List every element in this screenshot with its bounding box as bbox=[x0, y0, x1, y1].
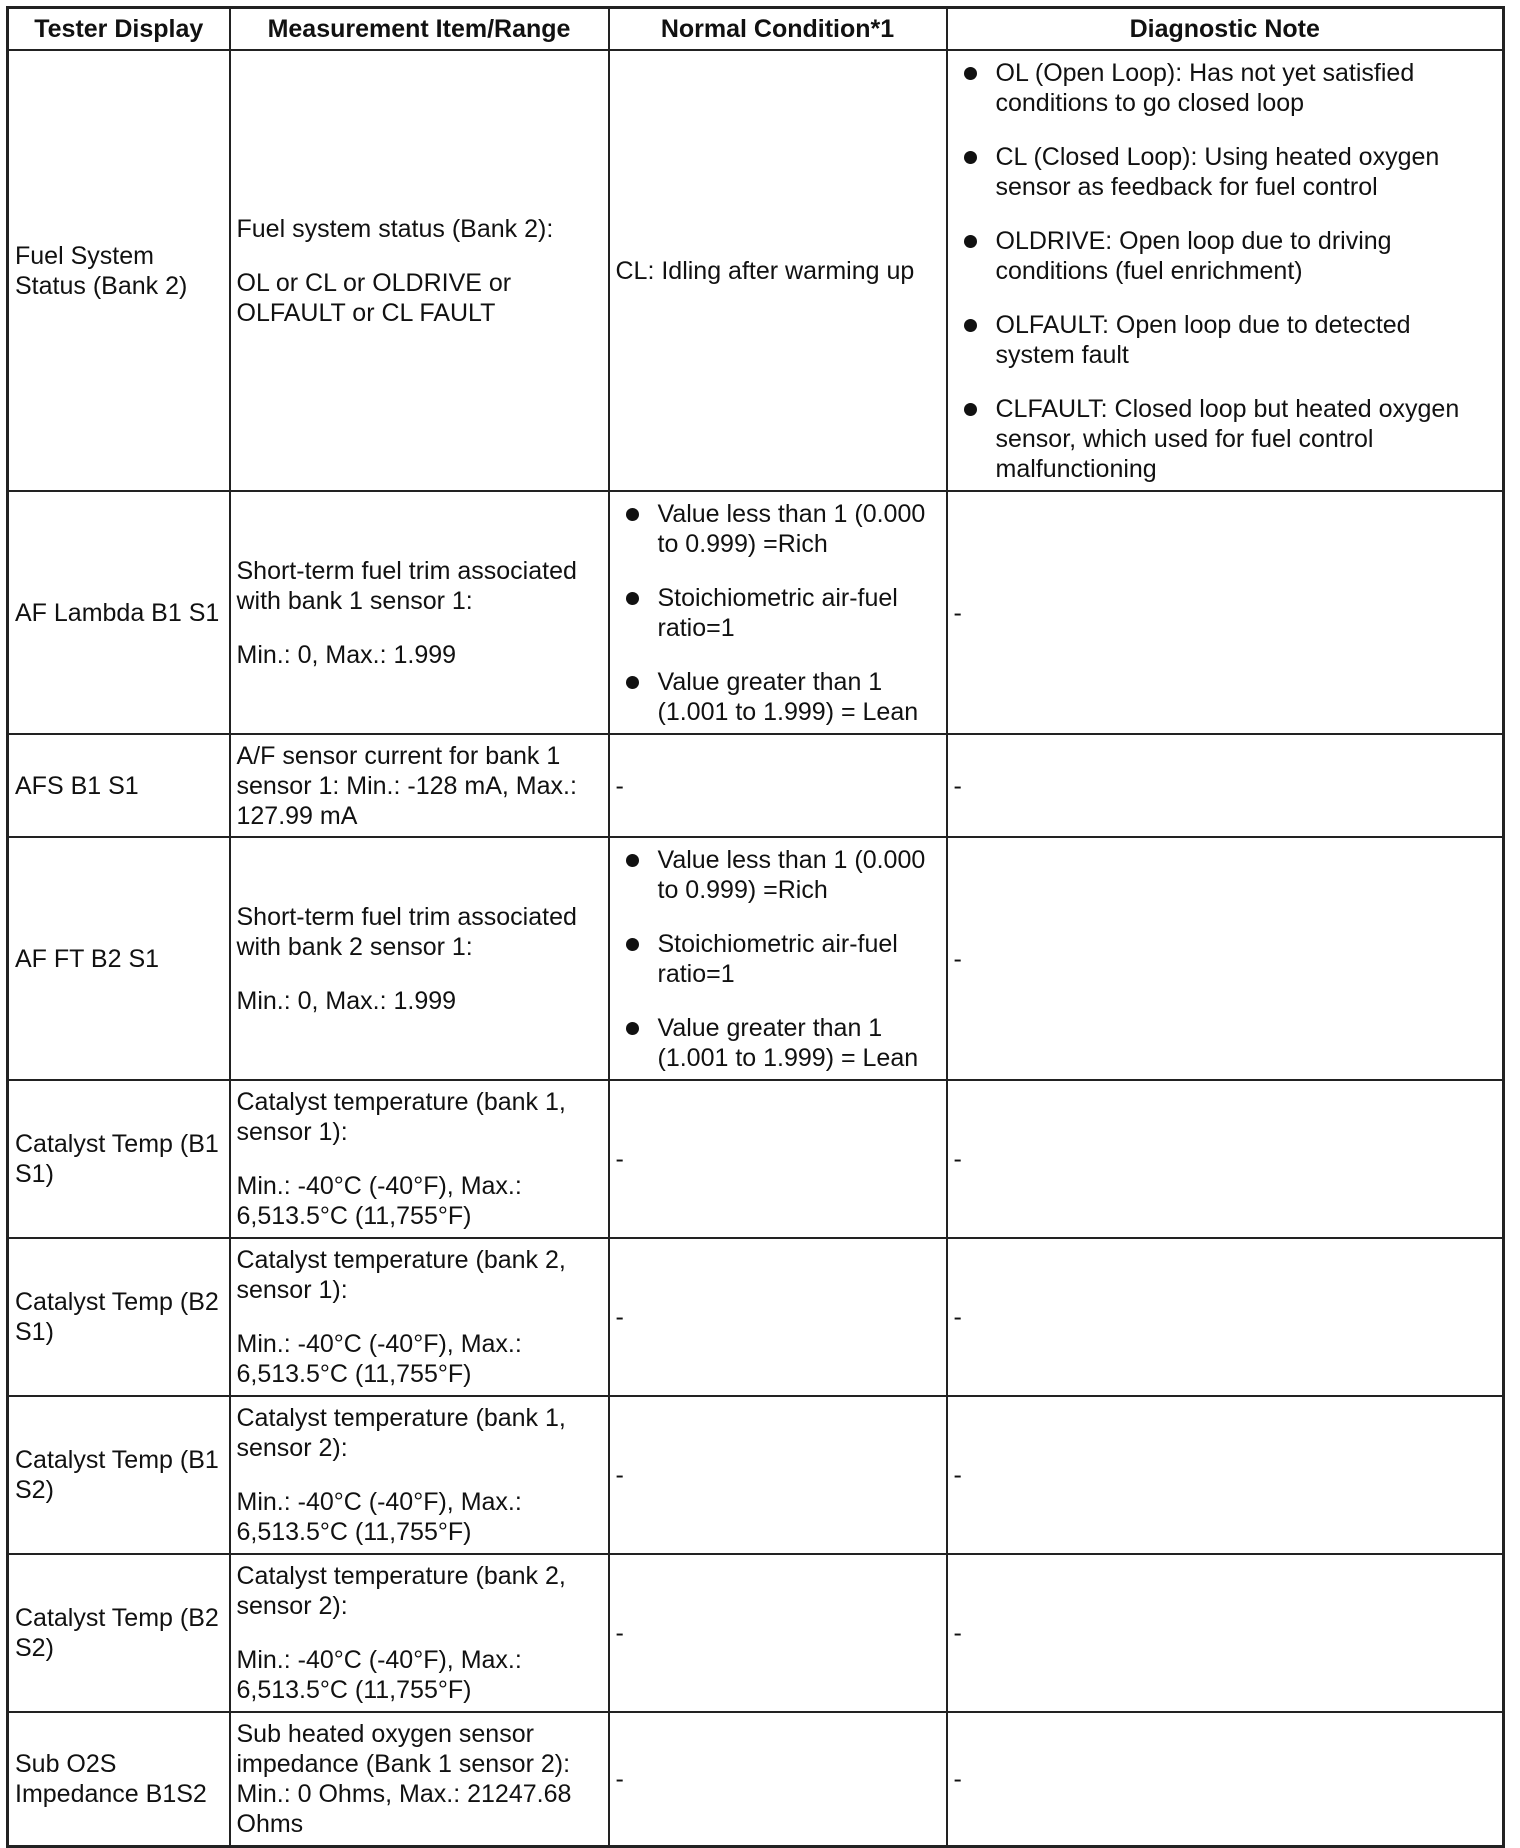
measurement-line: Catalyst temperature (bank 2, sensor 1): bbox=[236, 1246, 566, 1304]
table-row bbox=[8, 837, 1504, 1080]
diagnostic-note-cell: - bbox=[947, 1080, 1504, 1238]
tester-display-cell: AF FT B2 S1 bbox=[8, 837, 230, 1080]
table-row bbox=[8, 1080, 1504, 1238]
data-list-table-wrapper bbox=[6, 6, 1505, 1848]
normal-condition-cell: - bbox=[609, 734, 947, 837]
diagnostic-note-cell: - bbox=[947, 734, 1504, 837]
tester-display-cell: AF Lambda B1 S1 bbox=[8, 491, 230, 734]
table-row bbox=[8, 734, 1504, 837]
tester-display-cell: Catalyst Temp (B2 S1) bbox=[8, 1238, 230, 1396]
data-list-table bbox=[6, 6, 1505, 1848]
measurement-cell bbox=[230, 50, 609, 491]
condition-list bbox=[616, 499, 940, 727]
measurement-line: Catalyst temperature (bank 1, sensor 1): bbox=[236, 1088, 566, 1146]
normal-condition-cell: CL: Idling after warming up bbox=[609, 50, 947, 491]
list-item: CL (Closed Loop): Using heated oxygen sensor as feedback for fuel control bbox=[954, 142, 1497, 202]
normal-condition-cell: - bbox=[609, 1396, 947, 1554]
note-list bbox=[954, 58, 1497, 484]
measurement-line: Min.: -40°C (-40°F), Max.: 6,513.5°C (11,755°F) bbox=[236, 1646, 522, 1704]
measurement-line: Catalyst temperature (bank 1, sensor 2): bbox=[236, 1404, 566, 1462]
measurement-line: Sub heated oxygen sensor impedance (Bank 1 sensor 2): Min.: 0 Ohms, Max.: 21247.68 Ohms bbox=[236, 1719, 572, 1838]
normal-condition-cell: - bbox=[609, 1080, 947, 1238]
list-item: Value greater than 1 (1.001 to 1.999) = Lean bbox=[616, 667, 940, 727]
table-row bbox=[8, 50, 1504, 491]
tester-display-cell: AFS B1 S1 bbox=[8, 734, 230, 837]
measurement-line: Min.: 0, Max.: 1.999 bbox=[236, 640, 457, 669]
diagnostic-note-cell: - bbox=[947, 1396, 1504, 1554]
list-item: OLFAULT: Open loop due to detected system fault bbox=[954, 310, 1497, 370]
header-diagnostic-note: Diagnostic Note bbox=[947, 8, 1504, 51]
normal-condition-cell: - bbox=[609, 1712, 947, 1846]
normal-condition-cell: - bbox=[609, 1238, 947, 1396]
measurement-line: Min.: -40°C (-40°F), Max.: 6,513.5°C (11,755°F) bbox=[236, 1330, 522, 1388]
measurement-line: OL or CL or OLDRIVE or OLFAULT or CL FAULT bbox=[236, 268, 512, 327]
normal-condition-cell bbox=[609, 837, 947, 1080]
normal-condition-cell: - bbox=[609, 1554, 947, 1712]
list-item: Stoichiometric air-fuel ratio=1 bbox=[616, 583, 940, 643]
list-item: OL (Open Loop): Has not yet satisfied conditions to go closed loop bbox=[954, 58, 1497, 118]
tester-display-cell: Catalyst Temp (B2 S2) bbox=[8, 1554, 230, 1712]
table-row bbox=[8, 1396, 1504, 1554]
measurement-line: Short-term fuel trim associated with bank 2 sensor 1: bbox=[236, 902, 577, 961]
measurement-line: Min.: -40°C (-40°F), Max.: 6,513.5°C (11,755°F) bbox=[236, 1172, 522, 1230]
condition-list bbox=[616, 845, 940, 1073]
table-row bbox=[8, 1712, 1504, 1846]
list-item: OLDRIVE: Open loop due to driving conditions (fuel enrichment) bbox=[954, 226, 1497, 286]
measurement-line: Min.: -40°C (-40°F), Max.: 6,513.5°C (11,755°F) bbox=[236, 1488, 522, 1546]
tester-display-cell: Catalyst Temp (B1 S1) bbox=[8, 1080, 230, 1238]
diagnostic-note-cell bbox=[947, 50, 1504, 491]
diagnostic-note-cell: - bbox=[947, 1712, 1504, 1846]
tester-display-cell: Sub O2S Impedance B1S2 bbox=[8, 1712, 230, 1846]
measurement-cell bbox=[230, 1080, 609, 1238]
measurement-cell bbox=[230, 1396, 609, 1554]
normal-condition-cell bbox=[609, 491, 947, 734]
table-row bbox=[8, 1554, 1504, 1712]
header-tester-display: Tester Display bbox=[8, 8, 230, 51]
list-item: Value less than 1 (0.000 to 0.999) =Rich bbox=[616, 845, 940, 905]
list-item: Value less than 1 (0.000 to 0.999) =Rich bbox=[616, 499, 940, 559]
diagnostic-note-cell: - bbox=[947, 491, 1504, 734]
measurement-cell bbox=[230, 837, 609, 1080]
tester-display-cell: Catalyst Temp (B1 S2) bbox=[8, 1396, 230, 1554]
measurement-cell bbox=[230, 734, 609, 837]
list-item: Stoichiometric air-fuel ratio=1 bbox=[616, 929, 940, 989]
table-row bbox=[8, 491, 1504, 734]
measurement-line: Min.: 0, Max.: 1.999 bbox=[236, 986, 457, 1015]
measurement-line: Fuel system status (Bank 2): bbox=[236, 214, 554, 243]
diagnostic-note-cell: - bbox=[947, 1238, 1504, 1396]
measurement-cell bbox=[230, 1712, 609, 1846]
table-header-row bbox=[8, 8, 1504, 51]
diagnostic-note-cell: - bbox=[947, 837, 1504, 1080]
list-item: CLFAULT: Closed loop but heated oxygen sensor, which used for fuel control malfunctioning bbox=[954, 394, 1497, 484]
list-item: Value greater than 1 (1.001 to 1.999) = Lean bbox=[616, 1013, 940, 1073]
diagnostic-note-cell: - bbox=[947, 1554, 1504, 1712]
measurement-line: Short-term fuel trim associated with bank 1 sensor 1: bbox=[236, 556, 577, 615]
measurement-cell bbox=[230, 491, 609, 734]
measurement-line: A/F sensor current for bank 1 sensor 1: Min.: -128 mA, Max.: 127.99 mA bbox=[236, 741, 577, 830]
tester-display-cell: Fuel System Status (Bank 2) bbox=[8, 50, 230, 491]
measurement-cell bbox=[230, 1238, 609, 1396]
measurement-line: Catalyst temperature (bank 2, sensor 2): bbox=[236, 1562, 566, 1620]
measurement-cell bbox=[230, 1554, 609, 1712]
header-measurement-item: Measurement Item/Range bbox=[230, 8, 609, 51]
header-normal-condition: Normal Condition*1 bbox=[609, 8, 947, 51]
table-row bbox=[8, 1238, 1504, 1396]
